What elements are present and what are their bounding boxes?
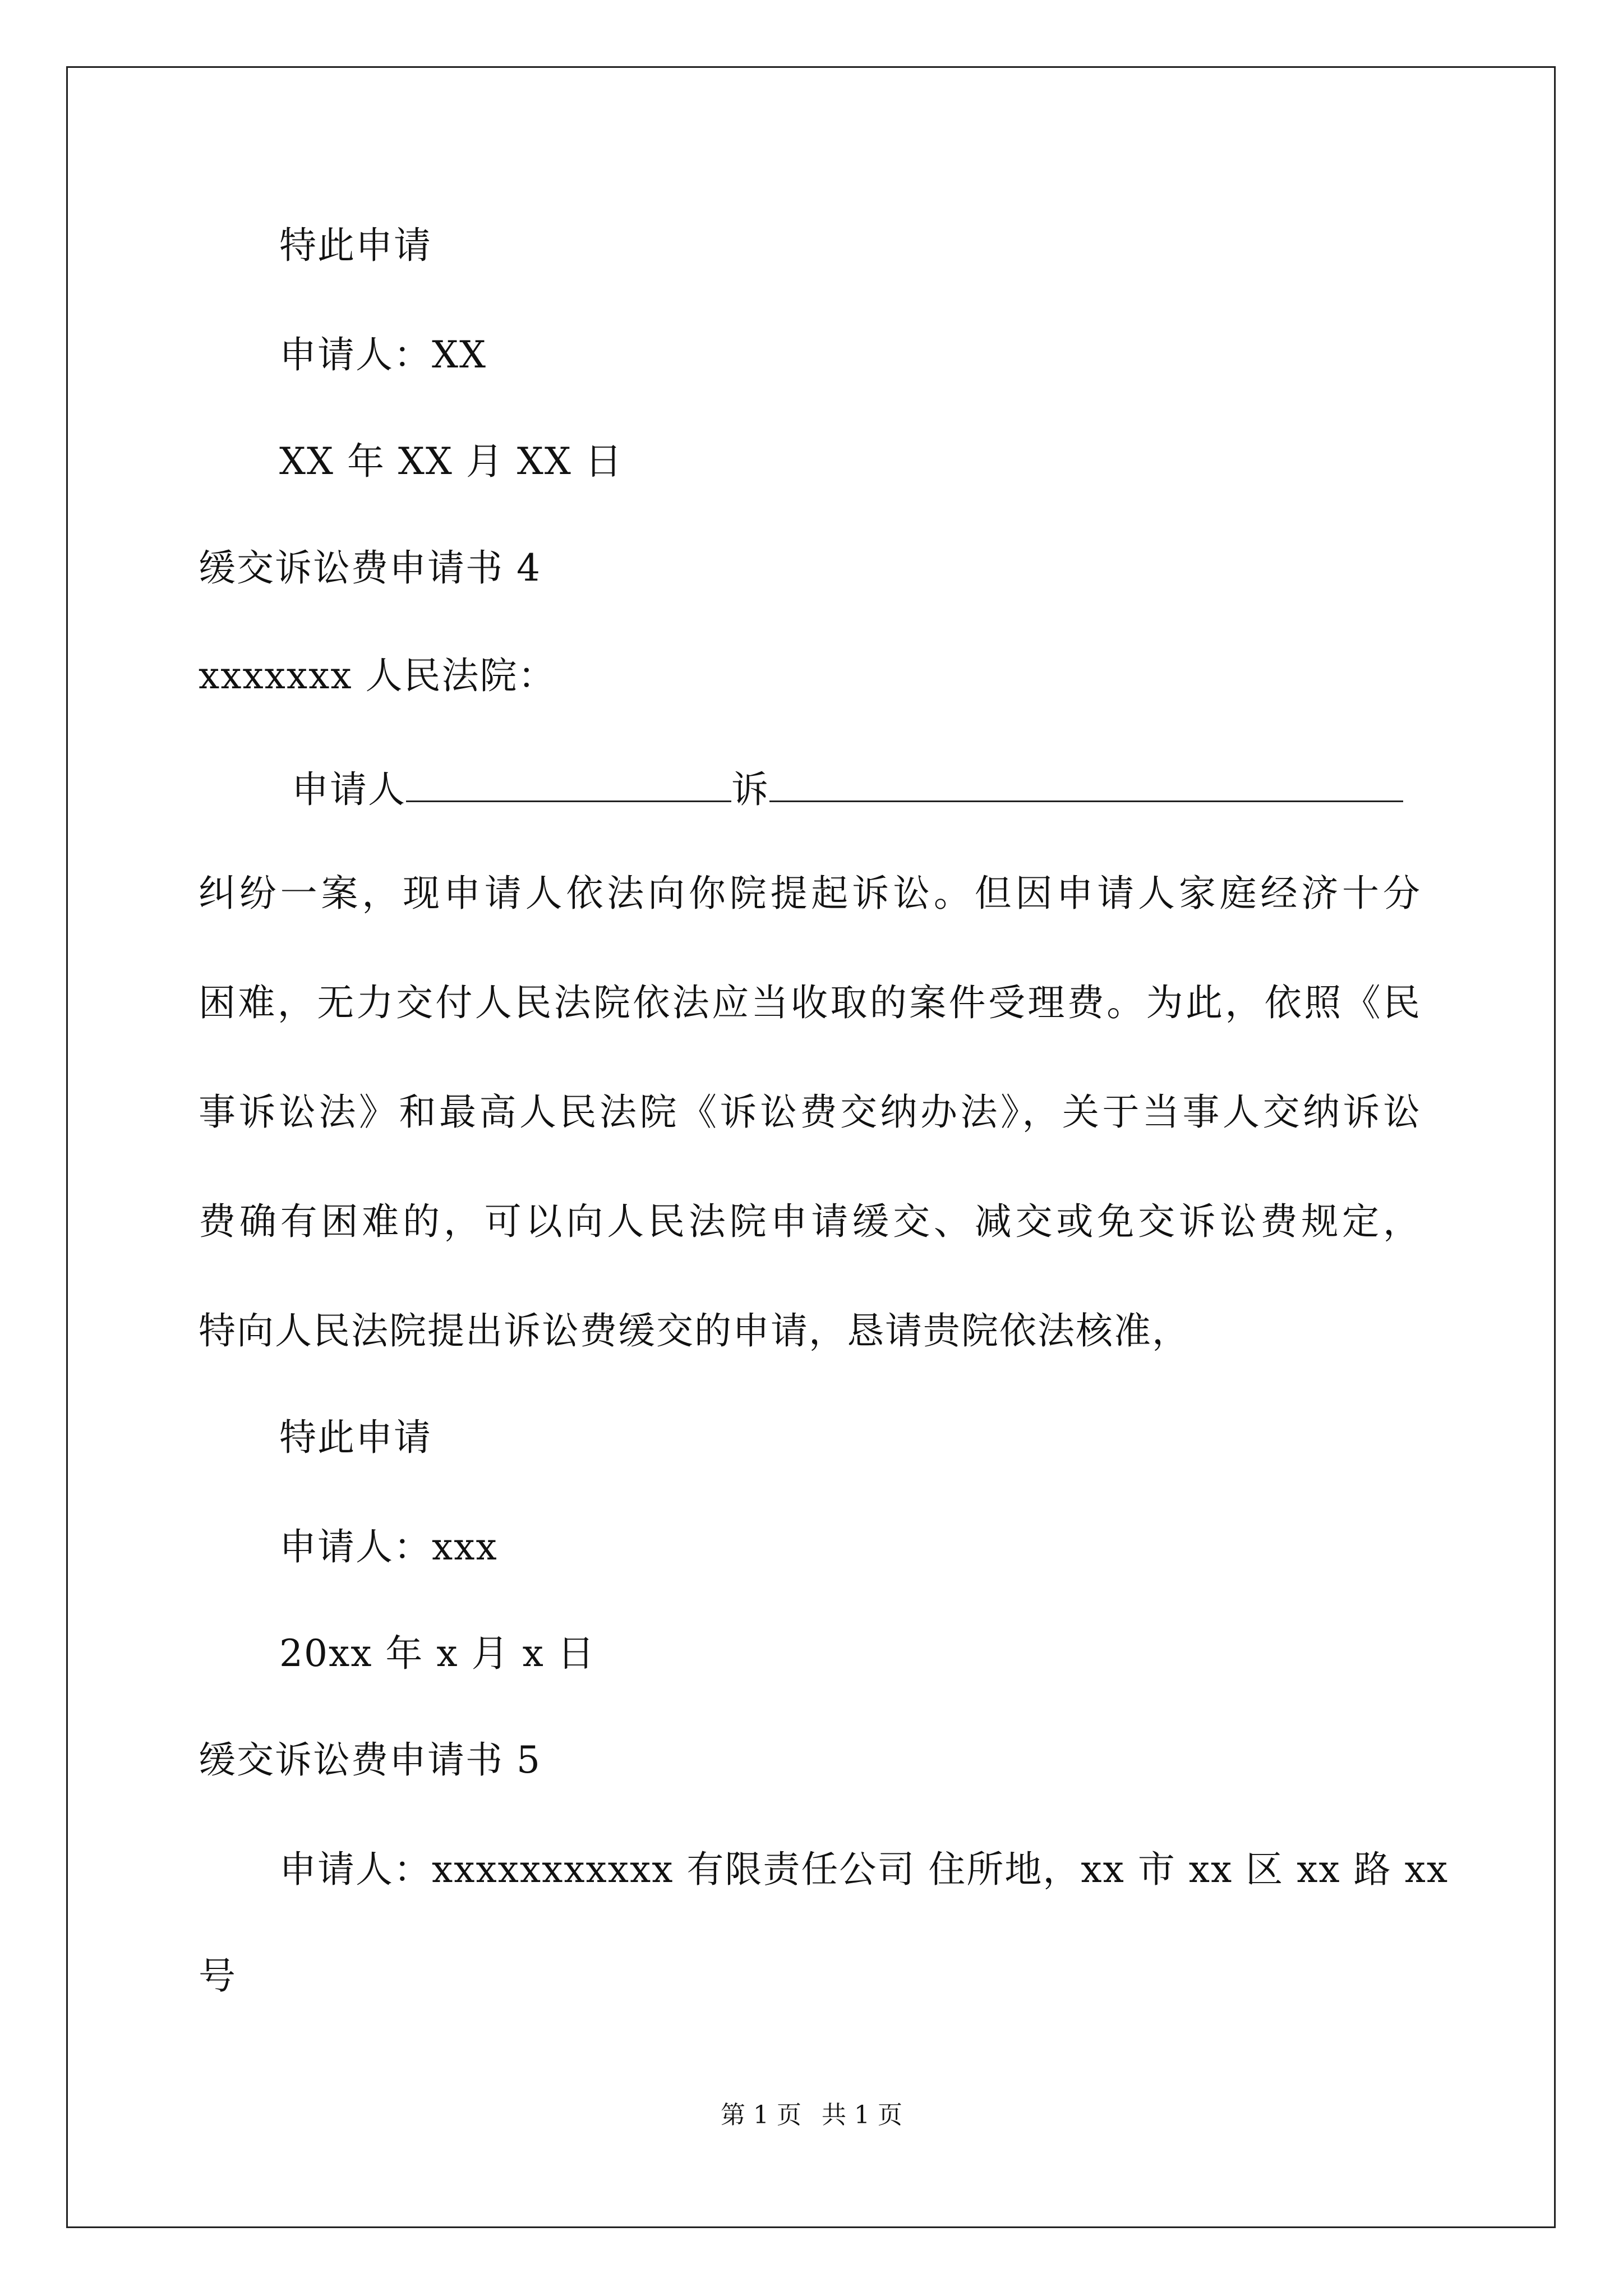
section-heading: 缓交诉讼费申请书 4 <box>199 546 541 590</box>
sue-label: 诉 <box>731 768 769 811</box>
body-paragraph-line: 纠纷一案，现申请人依法向你院提起诉讼。但因申请人家庭经济十分 <box>199 872 1421 915</box>
applicant-blank <box>406 766 731 802</box>
applicant-fill-line <box>292 766 1403 811</box>
page-number: 第 1 页 <box>721 2101 801 2129</box>
applicant-signature: 申请人：xxx <box>279 1525 498 1568</box>
body-paragraph-line: 费确有困难的，可以向人民法院申请缓交、减交或免交诉讼费规定， <box>199 1200 1421 1243</box>
applicant-info-continuation: 号 <box>199 1954 237 1998</box>
date-line: XX 年 XX 月 XX 日 <box>279 440 623 483</box>
page-border <box>66 66 1556 2228</box>
closing-text: 特此申请 <box>279 1416 432 1459</box>
page-footer <box>0 2095 1623 2131</box>
court-address: xxxxxxx 人民法院： <box>199 654 556 697</box>
closing-text: 特此申请 <box>279 224 432 267</box>
applicant-info-line: 申请人：xxxxxxxxxxx 有限责任公司 住所地，xx 市 xx 区 xx 路 xx <box>279 1848 1449 1891</box>
page-total: 共 1 页 <box>822 2101 902 2129</box>
body-paragraph-line: 事诉讼法》和最高人民法院《诉讼费交纳办法》，关于当事人交纳诉讼 <box>199 1091 1421 1134</box>
applicant-signature: 申请人：XX <box>279 333 487 376</box>
date-line: 20xx 年 x 月 x 日 <box>279 1632 596 1675</box>
claim-blank <box>769 766 1403 802</box>
body-paragraph-line: 困难，无力交付人民法院依法应当收取的案件受理费。为此，依照《民 <box>199 981 1421 1024</box>
body-paragraph-line: 特向人民法院提出诉讼费缓交的申请，恳请贵院依法核准， <box>199 1309 1190 1352</box>
applicant-label: 申请人 <box>292 768 406 811</box>
section-heading: 缓交诉讼费申请书 5 <box>199 1738 541 1782</box>
